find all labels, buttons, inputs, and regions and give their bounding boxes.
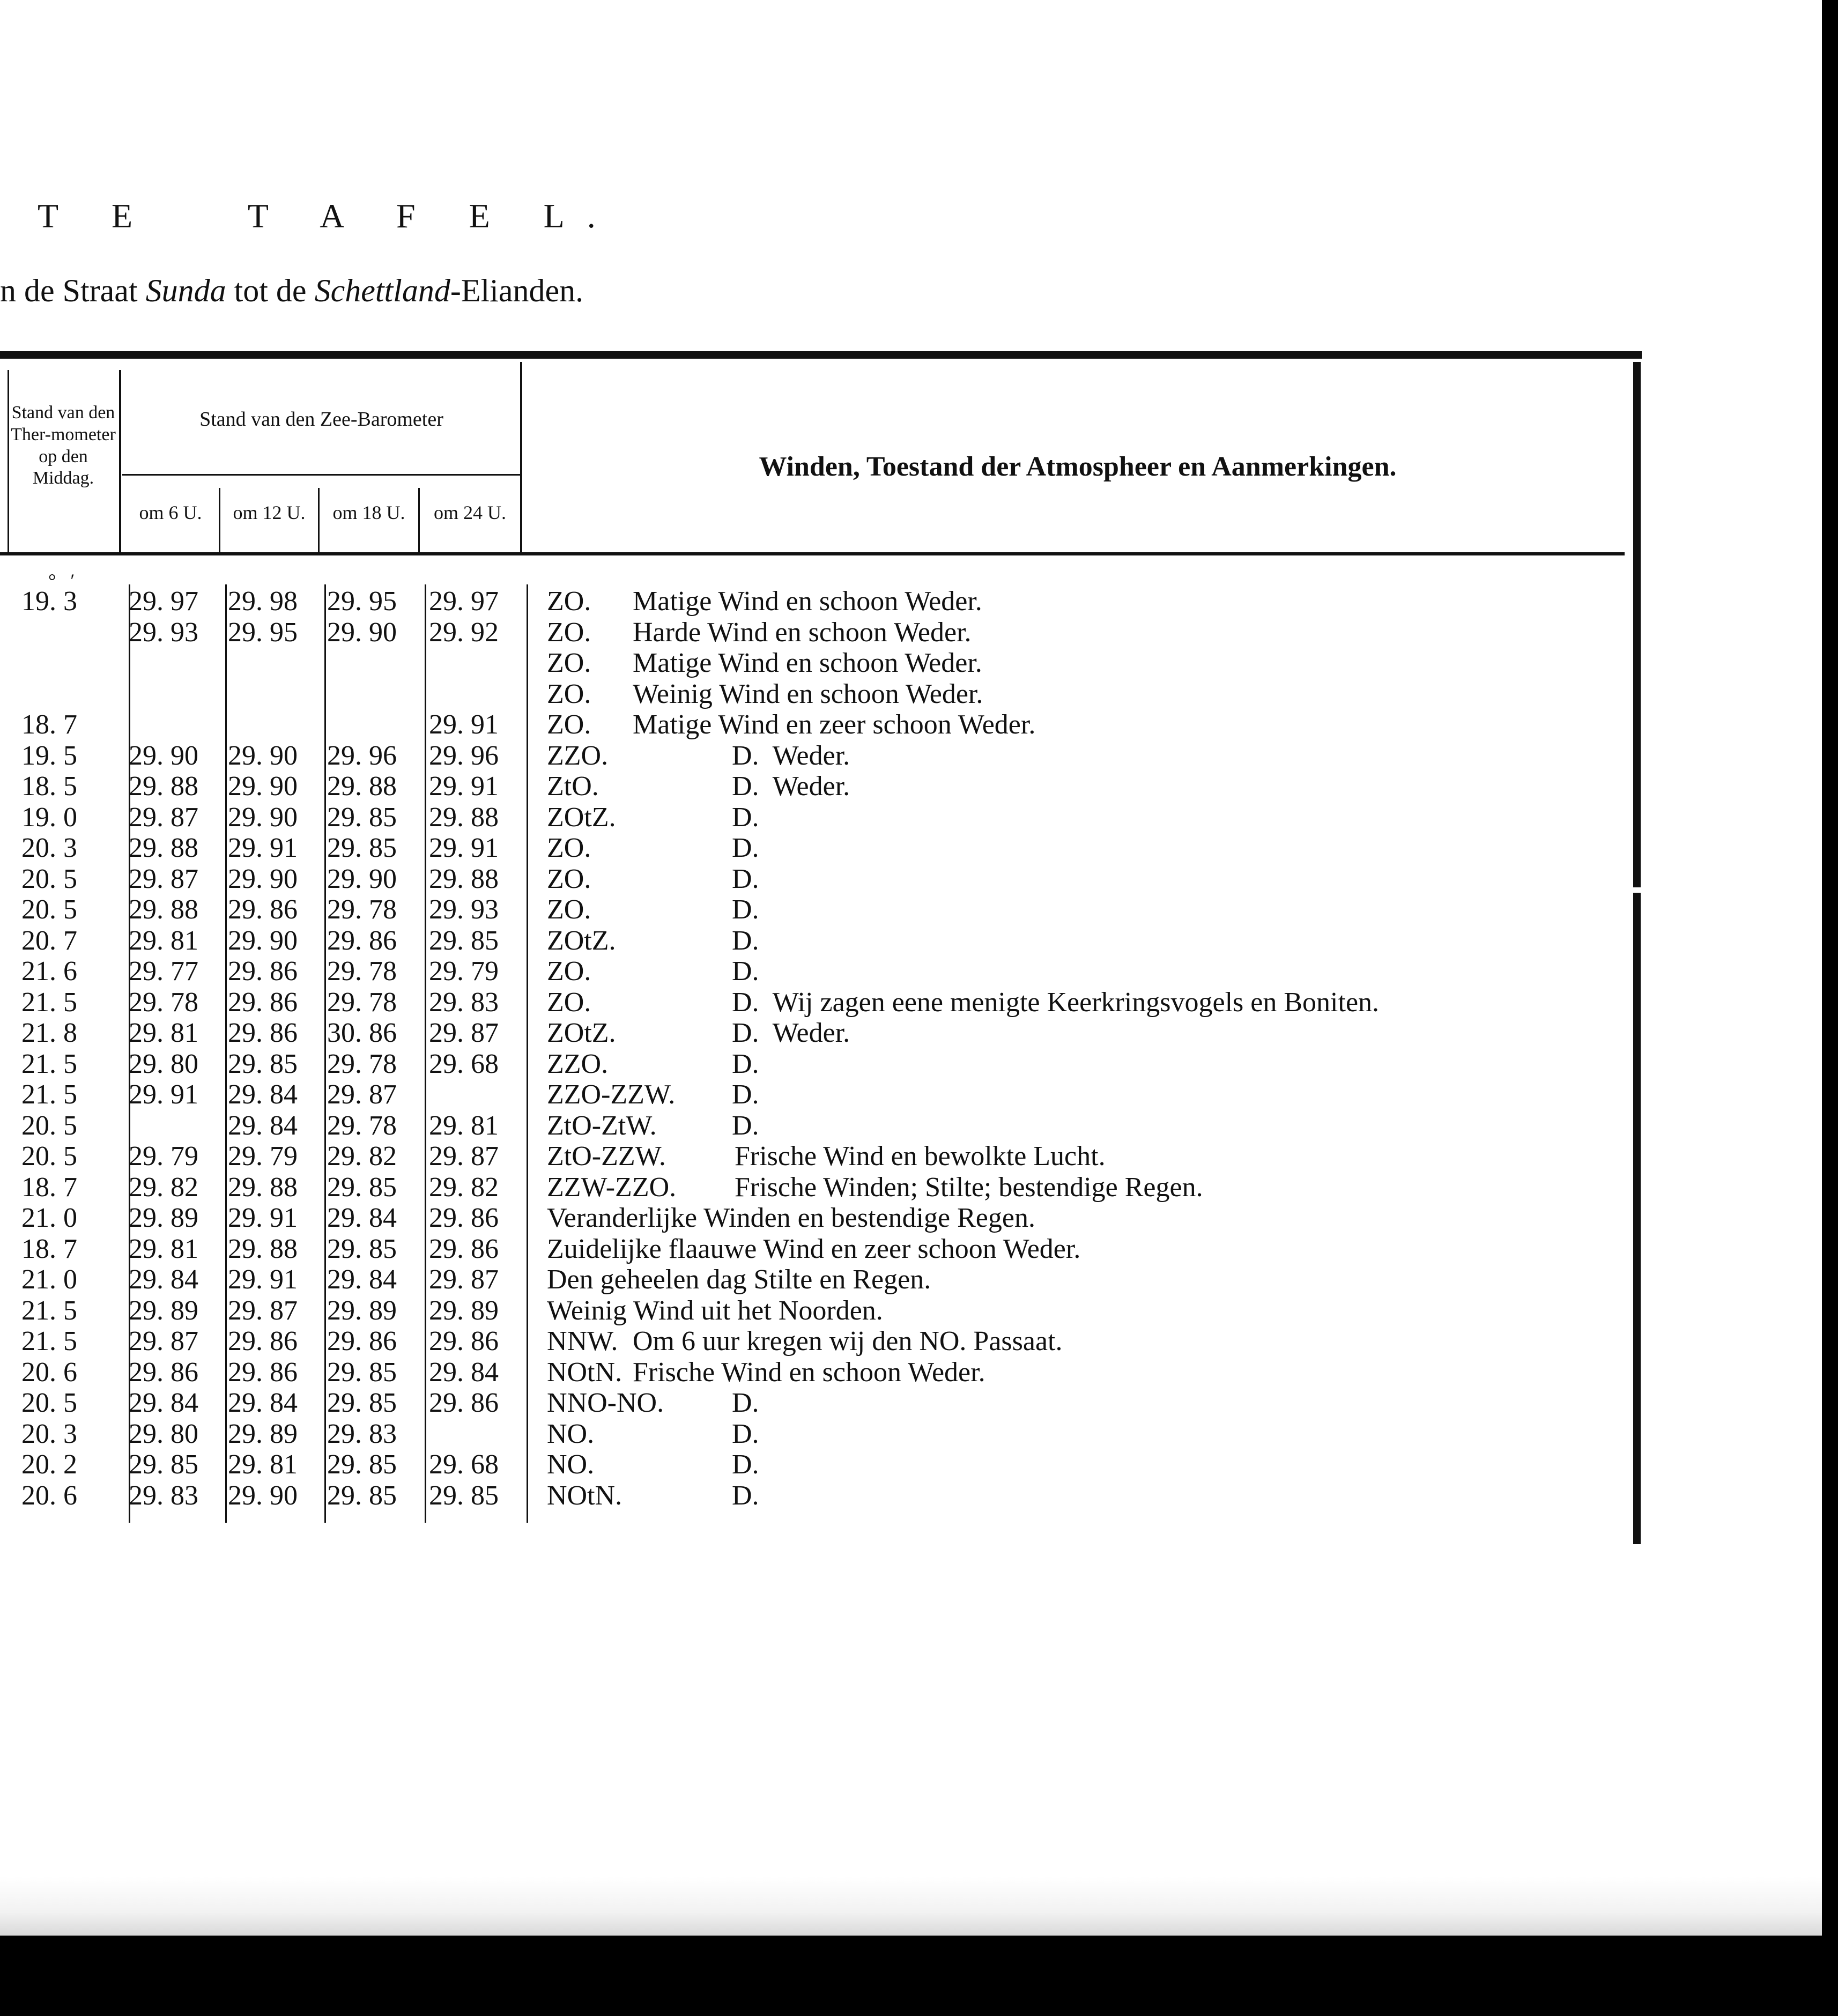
- table-row: [0, 832, 1716, 863]
- cell-b6: 29. 88: [129, 894, 198, 925]
- cell-b12: 29. 79: [228, 1141, 298, 1172]
- cell-b18: 29. 78: [327, 1110, 397, 1141]
- cell-remark: D.: [732, 1048, 759, 1079]
- cell-remark: Matige Wind en schoon Weder.: [633, 586, 982, 617]
- cell-b12: 29. 86: [228, 1357, 298, 1388]
- cell-b24: 29. 96: [429, 740, 499, 771]
- cell-b24: 29. 91: [429, 709, 499, 740]
- table-row: [0, 1110, 1716, 1140]
- cell-b24: 29. 93: [429, 894, 499, 925]
- cell-b6: 29. 91: [129, 1079, 198, 1110]
- cell-remark: Veranderlijke Winden en bestendige Regen.: [547, 1203, 1035, 1233]
- cell-b6: 29. 80: [129, 1048, 198, 1079]
- header-barometer-12: om 12 U.: [233, 502, 306, 523]
- cell-remark: D. Weder.: [732, 771, 850, 802]
- table-row: [0, 585, 1716, 616]
- table-row: [0, 647, 1716, 678]
- cell-b18: 29. 90: [327, 863, 397, 894]
- cell-wind: NOtN.: [547, 1480, 622, 1511]
- table-row: [0, 1202, 1716, 1233]
- cell-remark: D.: [732, 1110, 759, 1141]
- cell-b6: 29. 84: [129, 1264, 198, 1295]
- scan-edge-shadow: [1822, 0, 1838, 2016]
- table-row: [0, 678, 1716, 709]
- cell-b6: 29. 97: [129, 586, 198, 617]
- cell-wind: ZtO.: [547, 771, 599, 802]
- cell-b18: 29. 83: [327, 1418, 397, 1449]
- cell-wind: ZO.: [547, 709, 591, 740]
- table-row: [0, 709, 1716, 739]
- cell-b24: 29. 87: [429, 1264, 499, 1295]
- cell-b12: 29. 84: [228, 1388, 298, 1418]
- table-row: [0, 740, 1716, 770]
- cell-therm: 18. 7: [21, 709, 77, 740]
- barometer-group-rule: [122, 474, 520, 476]
- cell-wind: ZO.: [547, 987, 591, 1018]
- page-subtitle: [0, 272, 583, 309]
- cell-b18: 29. 82: [327, 1141, 397, 1172]
- cell-therm: 20. 6: [21, 1480, 77, 1511]
- cell-b24: 29. 88: [429, 863, 499, 894]
- cell-b6: 29. 93: [129, 617, 198, 648]
- cell-b18: 29. 86: [327, 1326, 397, 1357]
- cell-remark: D. Wij zagen eene menigte Keerkringsvogels en Boniten.: [732, 987, 1380, 1018]
- cell-therm: 20. 5: [21, 1110, 77, 1141]
- cell-remark: D.: [732, 802, 759, 833]
- cell-therm: 21. 5: [21, 1048, 77, 1079]
- cell-b24: 29. 89: [429, 1295, 499, 1326]
- cell-remark: D.: [732, 1449, 759, 1480]
- cell-b18: 29. 86: [327, 925, 397, 956]
- cell-b24: 29. 82: [429, 1172, 499, 1203]
- column-divider-left: [8, 370, 9, 555]
- table-row: [0, 1357, 1716, 1387]
- cell-wind: ZO.: [547, 956, 591, 987]
- cell-b24: 29. 81: [429, 1110, 499, 1141]
- cell-b6: 29. 81: [129, 1233, 198, 1264]
- cell-remark: D. Weder.: [732, 1018, 850, 1048]
- cell-b6: 29. 84: [129, 1388, 198, 1418]
- cell-b12: 29. 89: [228, 1418, 298, 1449]
- column-divider-winds: [520, 362, 522, 555]
- cell-therm: 21. 0: [21, 1264, 77, 1295]
- cell-b12: 29. 86: [228, 894, 298, 925]
- cell-b12: 29. 90: [228, 802, 298, 833]
- cell-b6: 29. 87: [129, 863, 198, 894]
- cell-b18: 29. 95: [327, 586, 397, 617]
- cell-wind: NO.: [547, 1418, 595, 1449]
- cell-wind: ZO.: [547, 648, 591, 678]
- cell-wind: ZZO.: [547, 740, 609, 771]
- cell-b6: 29. 79: [129, 1141, 198, 1172]
- cell-b18: 29. 88: [327, 771, 397, 802]
- cell-b24: 29. 87: [429, 1141, 499, 1172]
- cell-b12: 29. 85: [228, 1048, 298, 1079]
- header-bottom-rule: [0, 552, 1625, 555]
- cell-b18: 29. 84: [327, 1203, 397, 1233]
- cell-wind: ZOtZ.: [547, 925, 616, 956]
- cell-b18: 29. 78: [327, 956, 397, 987]
- table-row: [0, 1449, 1716, 1479]
- cell-remark: Frische Wind en bewolkte Lucht.: [735, 1141, 1106, 1172]
- cell-wind: ZO.: [547, 617, 591, 648]
- cell-remark: Matige Wind en schoon Weder.: [633, 648, 982, 678]
- cell-therm: 21. 0: [21, 1203, 77, 1233]
- cell-b6: 29. 83: [129, 1480, 198, 1511]
- cell-b6: 29. 88: [129, 833, 198, 863]
- cell-b12: 29. 90: [228, 771, 298, 802]
- table-row: [0, 863, 1716, 894]
- cell-b24: 29. 83: [429, 987, 499, 1018]
- cell-wind: ZOtZ.: [547, 1018, 616, 1048]
- cell-remark: D.: [732, 894, 759, 925]
- cell-wind: ZO.: [547, 863, 591, 894]
- cell-therm: 20. 5: [21, 1141, 77, 1172]
- table-row: [0, 1172, 1716, 1202]
- cell-therm: 21. 8: [21, 1018, 77, 1048]
- cell-b6: 29. 87: [129, 802, 198, 833]
- cell-b12: 29. 88: [228, 1172, 298, 1203]
- cell-b12: 29. 86: [228, 1018, 298, 1048]
- cell-b24: 29. 92: [429, 617, 499, 648]
- table-row: [0, 955, 1716, 986]
- cell-remark: Frische Wind en schoon Weder.: [633, 1357, 985, 1388]
- cell-b6: 29. 89: [129, 1295, 198, 1326]
- cell-remark: D.: [732, 1480, 759, 1511]
- cell-b18: 29. 87: [327, 1079, 397, 1110]
- cell-b24: 29. 68: [429, 1048, 499, 1079]
- cell-b24: 29. 86: [429, 1233, 499, 1264]
- cell-b6: 29. 77: [129, 956, 198, 987]
- cell-b6: 29. 88: [129, 771, 198, 802]
- cell-remark: Zuidelijke flaauwe Wind en zeer schoon Weder.: [547, 1233, 1081, 1264]
- cell-remark: Den geheelen dag Stilte en Regen.: [547, 1264, 931, 1295]
- cell-therm: 20. 6: [21, 1357, 77, 1388]
- cell-remark: D. Weder.: [732, 740, 850, 771]
- cell-remark: Harde Wind en schoon Weder.: [633, 617, 972, 648]
- page-heading: T E T A F E L.: [38, 197, 618, 235]
- table-row: [0, 1387, 1716, 1418]
- table-row: [0, 925, 1716, 955]
- cell-b18: 29. 85: [327, 1480, 397, 1511]
- cell-b12: 29. 84: [228, 1110, 298, 1141]
- table-row: [0, 987, 1716, 1017]
- table-row: [0, 1264, 1716, 1294]
- cell-b24: 29. 97: [429, 586, 499, 617]
- cell-remark: Om 6 uur kregen wij den NO. Passaat.: [633, 1326, 1063, 1357]
- cell-b24: 29. 79: [429, 956, 499, 987]
- cell-b18: 29. 85: [327, 1449, 397, 1480]
- cell-remark: D.: [732, 833, 759, 863]
- cell-b24: 29. 91: [429, 833, 499, 863]
- table-row: [0, 1079, 1716, 1109]
- cell-therm: 20. 5: [21, 863, 77, 894]
- cell-b12: 29. 91: [228, 1203, 298, 1233]
- cell-therm: 21. 6: [21, 956, 77, 987]
- page-bottom-shading: [0, 1877, 1822, 1936]
- cell-remark: D.: [732, 863, 759, 894]
- cell-remark: Matige Wind en zeer schoon Weder.: [633, 709, 1036, 740]
- cell-therm: 20. 2: [21, 1449, 77, 1480]
- subtitle-text-3: -Elianden.: [450, 273, 584, 308]
- cell-wind: ZO.: [547, 678, 591, 709]
- cell-b12: 29. 88: [228, 1233, 298, 1264]
- cell-b24: 29. 84: [429, 1357, 499, 1388]
- table-row: [0, 1418, 1716, 1449]
- cell-b6: 29. 81: [129, 1018, 198, 1048]
- cell-b6: 29. 90: [129, 740, 198, 771]
- cell-therm: 20. 5: [21, 1388, 77, 1418]
- cell-b12: 29. 95: [228, 617, 298, 648]
- table-row: [0, 894, 1716, 924]
- cell-b18: 29. 78: [327, 1048, 397, 1079]
- cell-wind: NNW.: [547, 1326, 618, 1357]
- table-row: [0, 770, 1716, 801]
- cell-b18: 29. 78: [327, 894, 397, 925]
- cell-wind: NNO-NO.: [547, 1388, 664, 1418]
- table-row: [0, 1140, 1716, 1171]
- cell-b12: 29. 81: [228, 1449, 298, 1480]
- cell-b24: 29. 68: [429, 1449, 499, 1480]
- cell-therm: 20. 7: [21, 925, 77, 956]
- cell-wind: ZZO.: [547, 1048, 609, 1079]
- cell-remark: Frische Winden; Stilte; bestendige Regen.: [735, 1172, 1203, 1203]
- cell-b24: 29. 88: [429, 802, 499, 833]
- cell-b12: 29. 90: [228, 740, 298, 771]
- degree-marks: ° ′: [48, 570, 75, 591]
- cell-b12: 29. 87: [228, 1295, 298, 1326]
- cell-b18: 29. 85: [327, 1357, 397, 1388]
- cell-therm: 20. 3: [21, 1418, 77, 1449]
- cell-b18: 29. 85: [327, 1388, 397, 1418]
- cell-wind: ZO.: [547, 586, 591, 617]
- table-row: [0, 1017, 1716, 1048]
- cell-b12: 29. 90: [228, 925, 298, 956]
- cell-b12: 29. 91: [228, 1264, 298, 1295]
- cell-wind: ZO.: [547, 833, 591, 863]
- cell-wind: ZZW-ZZO.: [547, 1172, 677, 1203]
- header-barometer-group: Stand van den Zee-Barometer: [199, 408, 443, 431]
- cell-therm: 18. 7: [21, 1172, 77, 1203]
- cell-b6: 29. 87: [129, 1326, 198, 1357]
- cell-b18: 29. 85: [327, 1233, 397, 1264]
- cell-wind: ZtO-ZZW.: [547, 1141, 666, 1172]
- table-row: [0, 617, 1716, 647]
- cell-therm: 21. 5: [21, 1295, 77, 1326]
- cell-b6: 29. 85: [129, 1449, 198, 1480]
- cell-b18: 30. 86: [327, 1018, 397, 1048]
- cell-therm: 19. 0: [21, 802, 77, 833]
- cell-therm: 18. 7: [21, 1233, 77, 1264]
- cell-therm: 21. 5: [21, 1326, 77, 1357]
- cell-b18: 29. 96: [327, 740, 397, 771]
- header-winds: Winden, Toestand der Atmospheer en Aanmerkingen.: [759, 451, 1397, 482]
- cell-b18: 29. 85: [327, 1172, 397, 1203]
- subtitle-text-2: tot de: [226, 273, 315, 308]
- cell-b18: 29. 90: [327, 617, 397, 648]
- cell-b24: 29. 87: [429, 1018, 499, 1048]
- cell-b6: 29. 82: [129, 1172, 198, 1203]
- cell-b18: 29. 85: [327, 802, 397, 833]
- header-barometer-6: om 6 U.: [139, 502, 202, 523]
- cell-therm: 20. 3: [21, 833, 77, 863]
- cell-remark: D.: [732, 1388, 759, 1418]
- cell-wind: ZZO-ZZW.: [547, 1079, 676, 1110]
- header-barometer-18: om 18 U.: [332, 502, 405, 523]
- cell-therm: 19. 5: [21, 740, 77, 771]
- cell-remark: D.: [732, 925, 759, 956]
- cell-therm: 19. 3: [21, 586, 77, 617]
- cell-therm: 21. 5: [21, 987, 77, 1018]
- cell-therm: 18. 5: [21, 771, 77, 802]
- table-row: [0, 1325, 1716, 1356]
- cell-b12: 29. 86: [228, 1326, 298, 1357]
- cell-wind: NO.: [547, 1449, 595, 1480]
- cell-remark: D.: [732, 1079, 759, 1110]
- cell-b24: 29. 86: [429, 1388, 499, 1418]
- cell-b12: 29. 86: [228, 956, 298, 987]
- cell-b18: 29. 85: [327, 833, 397, 863]
- cell-b12: 29. 91: [228, 833, 298, 863]
- cell-b18: 29. 84: [327, 1264, 397, 1295]
- cell-therm: 20. 5: [21, 894, 77, 925]
- cell-b6: 29. 80: [129, 1418, 198, 1449]
- cell-b12: 29. 84: [228, 1079, 298, 1110]
- cell-therm: 21. 5: [21, 1079, 77, 1110]
- cell-b24: 29. 86: [429, 1326, 499, 1357]
- cell-b24: 29. 85: [429, 925, 499, 956]
- cell-remark: Weinig Wind uit het Noorden.: [547, 1295, 883, 1326]
- cell-wind: NOtN.: [547, 1357, 622, 1388]
- cell-b24: 29. 91: [429, 771, 499, 802]
- cell-b18: 29. 89: [327, 1295, 397, 1326]
- cell-b6: 29. 81: [129, 925, 198, 956]
- table-row: [0, 802, 1716, 832]
- cell-b6: 29. 78: [129, 987, 198, 1018]
- cell-remark: D.: [732, 956, 759, 987]
- table-row: [0, 1048, 1716, 1079]
- subtitle-italic-sunda: Sunda: [145, 273, 226, 308]
- header-thermometer: Stand van den Ther-mometer op den Middag.: [11, 403, 116, 488]
- cell-b18: 29. 78: [327, 987, 397, 1018]
- cell-b12: 29. 98: [228, 586, 298, 617]
- cell-wind: ZO.: [547, 894, 591, 925]
- subtitle-italic-schettland: Schettland: [314, 273, 450, 308]
- cell-b6: 29. 89: [129, 1203, 198, 1233]
- header-barometer-24: om 24 U.: [434, 502, 506, 523]
- cell-remark: Weinig Wind en schoon Weder.: [633, 678, 983, 709]
- cell-wind: ZOtZ.: [547, 802, 616, 833]
- cell-wind: ZtO-ZtW.: [547, 1110, 657, 1141]
- subtitle-text-1: n de Straat: [0, 273, 146, 308]
- cell-b24: 29. 86: [429, 1203, 499, 1233]
- cell-b12: 29. 90: [228, 863, 298, 894]
- table-top-rule: [0, 351, 1642, 359]
- table-row: [0, 1480, 1716, 1510]
- cell-b24: 29. 85: [429, 1480, 499, 1511]
- cell-remark: D.: [732, 1418, 759, 1449]
- cell-b12: 29. 86: [228, 987, 298, 1018]
- cell-b6: 29. 86: [129, 1357, 198, 1388]
- table-row: [0, 1295, 1716, 1325]
- cell-b12: 29. 90: [228, 1480, 298, 1511]
- column-divider-therm: [119, 370, 121, 555]
- table-row: [0, 1233, 1716, 1264]
